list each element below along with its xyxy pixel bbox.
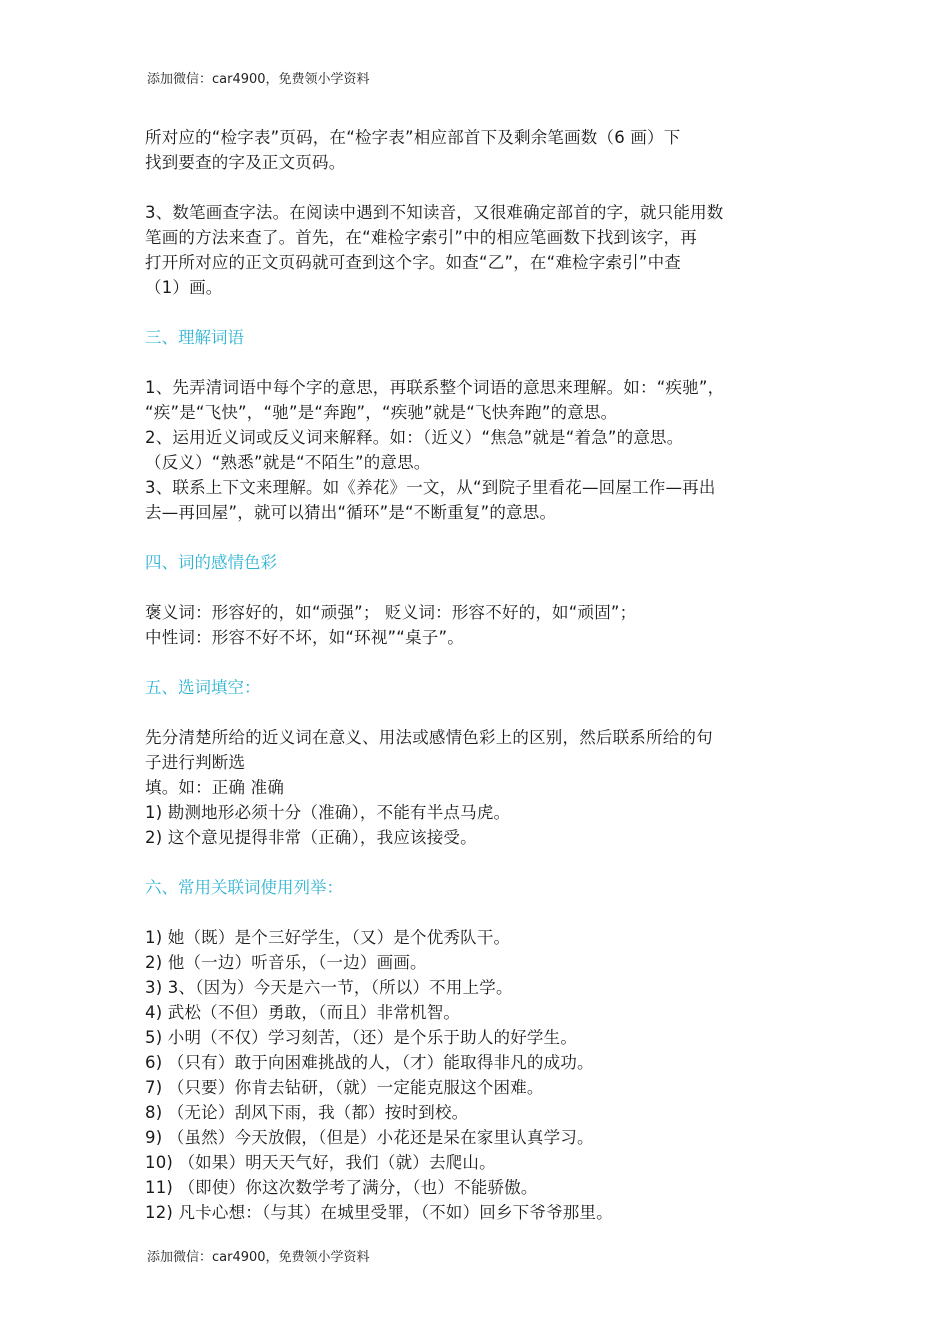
paragraph-line: 1) 勘测地形必须十分（准确），不能有半点马虎。: [145, 803, 511, 822]
paragraph-line: 去—再回屋”，就可以猜出“循环”是“不断重复”的意思。: [145, 503, 557, 522]
list-item: 5) 小明（不仅）学习刻苦，（还）是个乐于助人的好学生。: [145, 1028, 578, 1047]
list-item: 8) （无论）刮风下雨，我（都）按时到校。: [145, 1103, 469, 1122]
paragraph-line: 褒义词：形容好的，如“顽强”； 贬义词：形容不好的，如“顽固”；: [145, 603, 637, 622]
paragraph-line: 所对应的“检字表”页码，在“检字表”相应部首下及剩余笔画数（6 画）下: [145, 128, 681, 147]
paragraph-line: 2、运用近义词或反义词来解释。如：（近义）“焦急”就是“着急”的意思。: [145, 428, 684, 447]
list-item: 11) （即使）你这次数学考了满分，（也）不能骄傲。: [145, 1178, 538, 1197]
paragraph-line: （1）画。: [145, 278, 223, 297]
paragraph-line: 先分清楚所给的近义词在意义、用法或感情色彩上的区别，然后联系所给的句: [145, 728, 713, 747]
paragraph-line: 3、数笔画查字法。在阅读中遇到不知读音，又很难确定部首的字，就只能用数: [145, 203, 724, 222]
section-heading-understand-words: 三、理解词语: [145, 328, 244, 347]
list-item: 7) （只要）你肯去钻研，（就）一定能克服这个困难。: [145, 1078, 544, 1097]
paragraph-line: 打开所对应的正文页码就可查到这个字。如查“乙”，在“难检字索引”中查: [145, 253, 681, 272]
paragraph-line: 2) 这个意见提得非常（正确），我应该接受。: [145, 828, 477, 847]
list-item: 10) （如果）明天天气好，我们（就）去爬山。: [145, 1153, 496, 1172]
paragraph-line: “疾”是“飞快”，“驰”是“奔跑”，“疾驰”就是“飞快奔跑”的意思。: [145, 403, 618, 422]
header-note: 添加微信：car4900，免费领小学资料: [147, 72, 370, 87]
footer-note: 添加微信：car4900，免费领小学资料: [147, 1250, 370, 1265]
section-heading-emotion: 四、词的感情色彩: [145, 553, 277, 572]
list-item: 12) 凡卡心想：（与其）在城里受罪，（不如）回乡下爷爷那里。: [145, 1203, 613, 1222]
section-heading-conjunctions: 六、常用关联词使用列举：: [145, 878, 343, 897]
list-item: 3) 3、（因为）今天是六一节，（所以）不用上学。: [145, 978, 513, 997]
paragraph-line: 笔画的方法来查了。首先，在“难检字索引”中的相应笔画数下找到该字，再: [145, 228, 697, 247]
paragraph-line: 找到要查的字及正文页码。: [145, 153, 346, 172]
list-item: 2) 他（一边）听音乐，（一边）画画。: [145, 953, 427, 972]
list-item: 1) 她（既）是个三好学生，（又）是个优秀队干。: [145, 928, 511, 947]
paragraph-line: 1、先弄清词语中每个字的意思，再联系整个词语的意思来理解。如：“疾驰”，: [145, 378, 725, 397]
paragraph-line: （反义）“熟悉”就是“不陌生”的意思。: [145, 453, 431, 472]
list-item: 4) 武松（不但）勇敢，（而且）非常机智。: [145, 1003, 461, 1022]
paragraph-line: 3、联系上下文来理解。如《养花》一文，从“到院子里看花—回屋工作—再出: [145, 478, 716, 497]
paragraph-line: 填。如：正确 准确: [145, 778, 285, 797]
section-heading-fill-blank: 五、选词填空：: [145, 678, 261, 697]
list-item: 6) （只有）敢于向困难挑战的人，（才）能取得非凡的成功。: [145, 1053, 594, 1072]
paragraph-line: 中性词：形容不好不坏，如“环视”“桌子”。: [145, 628, 464, 647]
document-body: [145, 125, 825, 1225]
list-item: 9) （虽然）今天放假，（但是）小花还是呆在家里认真学习。: [145, 1128, 594, 1147]
paragraph-line: 子进行判断选: [145, 753, 246, 772]
